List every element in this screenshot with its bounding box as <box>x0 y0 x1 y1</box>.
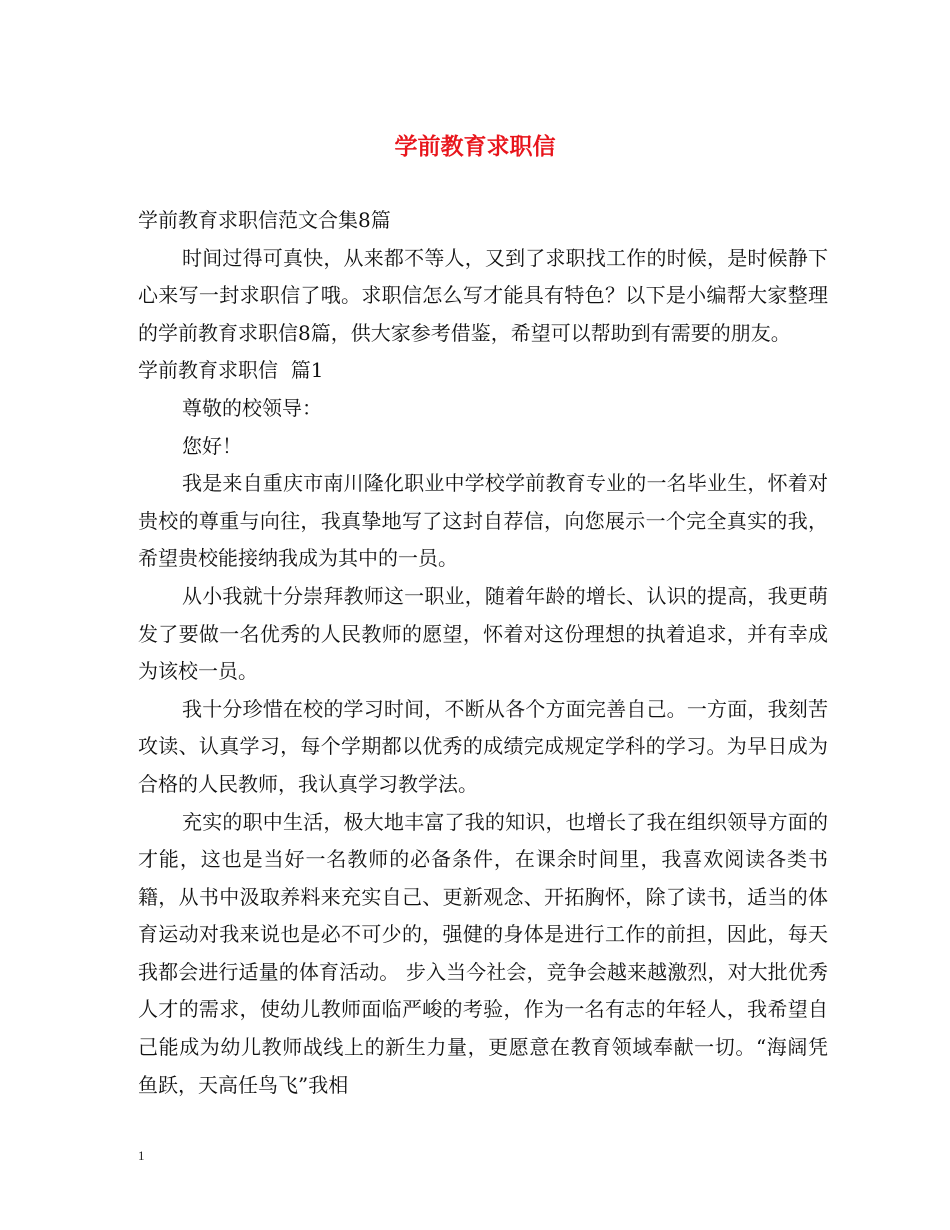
letter-salutation: 尊敬的校领导： <box>182 395 322 420</box>
section-heading: 学前教育求职信 篇1 <box>138 358 324 383</box>
letter-paragraph: 充实的职中生活，极大地丰富了我的知识，也增长了我在组织领导方面的才能，这也是当好一名教师的必备条件，在课余时间里，我喜欢阅读各类书籍，从书中汲取养料来充实自己、更新观念、开拓胸怀，除了读书，适当的体育运动对我来说也是必不可少的，强健的身体是进行工作的前担，因此，每天我都会进行适量的体育活动。 步入当今社会，竞争会越来越激烈，对大批优秀人才的需求，使幼儿教师面临严峻的考验，作为一名有志的年轻人，我希望自己能成为幼儿教师战线上的新生力量，更愿意在教育领域奉献一切。“海阔凭鱼跃，天高任鸟飞”我相 <box>138 809 828 1097</box>
letter-paragraph: 我十分珍惜在校的学习时间，不断从各个方面完善自己。一方面，我刻苦攻读、认真学习，每个学期都以优秀的成绩完成规定学科的学习。为早日成为合格的人民教师，我认真学习教学法。 <box>138 696 828 796</box>
page-number: 1 <box>138 1148 145 1163</box>
document-subtitle: 学前教育求职信范文合集8篇 <box>138 208 391 232</box>
document-title: 学前教育求职信 <box>394 133 556 160</box>
letter-paragraph: 我是来自重庆市南川隆化职业中学校学前教育专业的一名毕业生，怀着对贵校的尊重与向往，我真挚地写了这封自荐信，向您展示一个完全真实的我，希望贵校能接纳我成为其中的一员。 <box>138 471 828 571</box>
intro-paragraph: 时间过得可真快，从来都不等人，又到了求职找工作的时候，是时候静下心来写一封求职信了哦。求职信怎么写才能具有特色？以下是小编帮大家整理的学前教育求职信8篇，供大家参考借鉴，希望可以帮助到有需要的朋友。 <box>138 245 828 345</box>
letter-greeting: 您好！ <box>182 433 242 458</box>
document-body <box>138 202 828 1104</box>
letter-paragraph: 从小我就十分崇拜教师这一职业，随着年龄的增长、认识的提高，我更萌发了要做一名优秀的人民教师的愿望，怀着对这份理想的执着追求，并有幸成为该校一员。 <box>138 583 828 684</box>
